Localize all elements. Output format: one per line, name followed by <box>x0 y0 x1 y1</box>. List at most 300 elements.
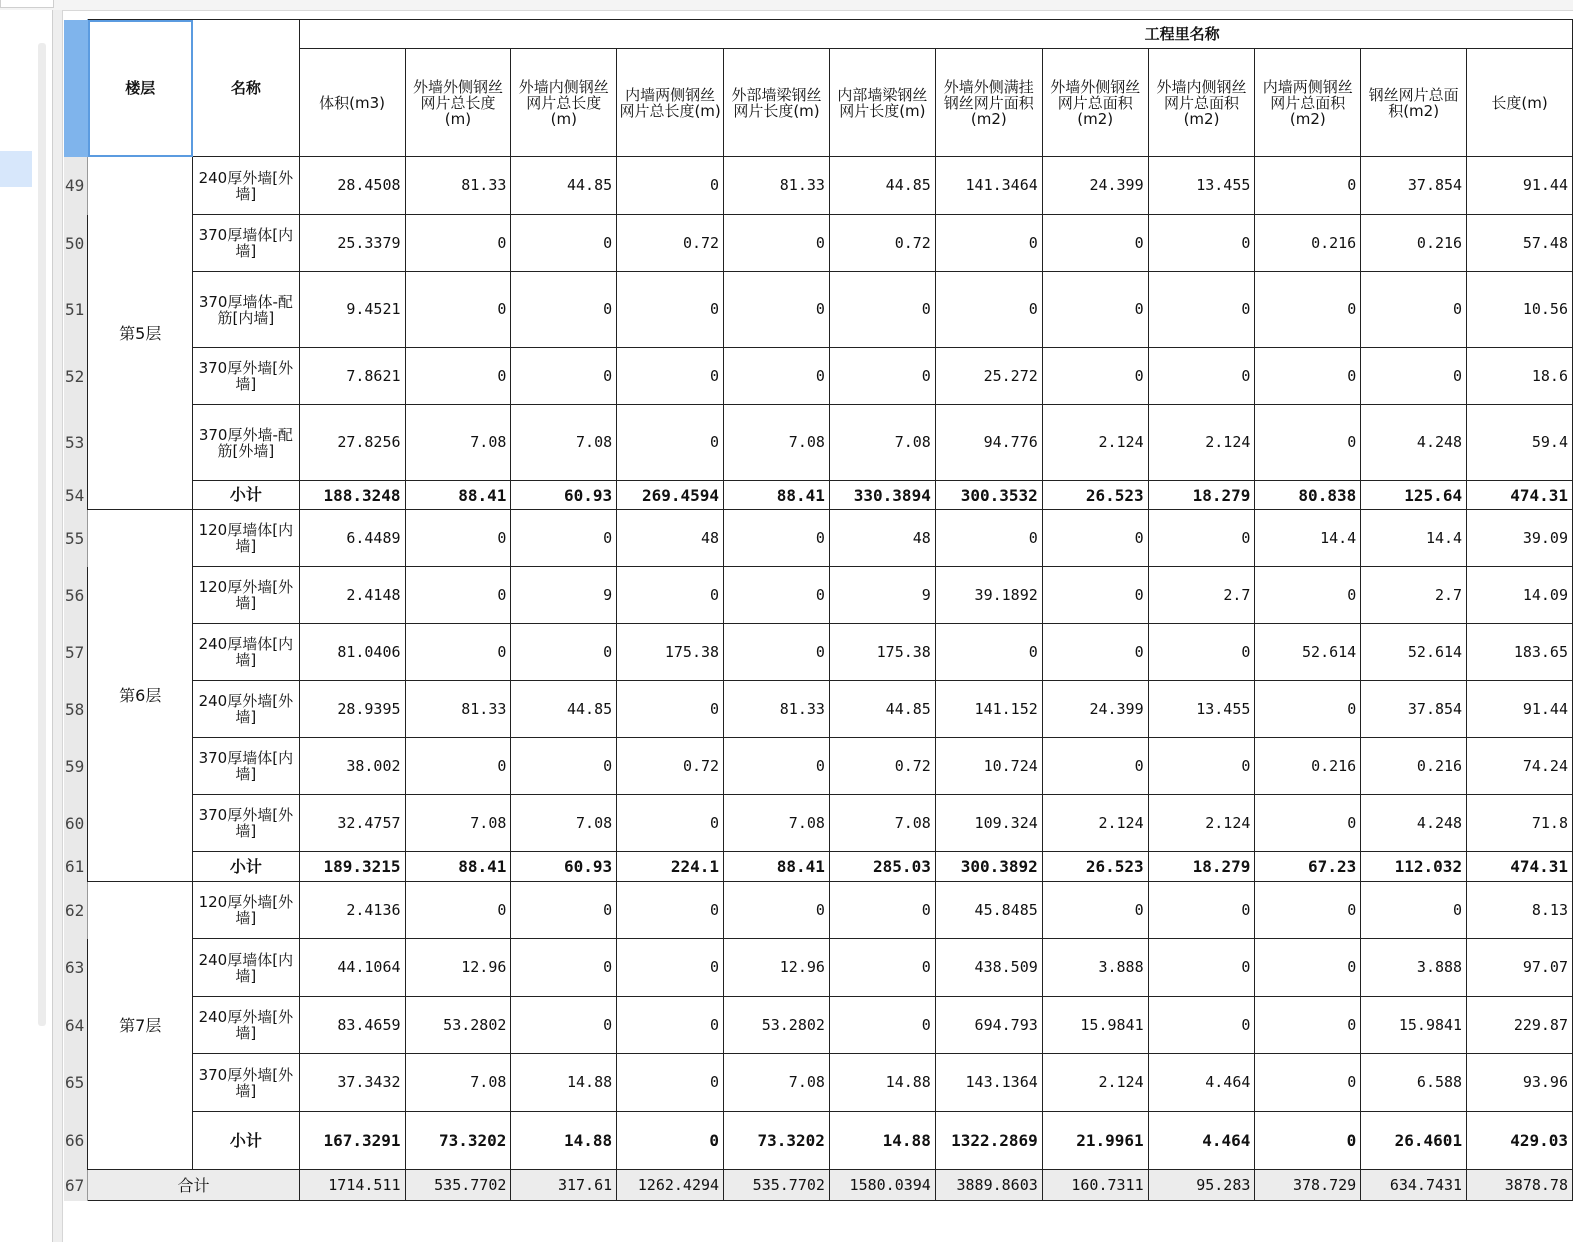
value-cell[interactable]: 0 <box>935 510 1042 567</box>
toolbar-control[interactable] <box>0 0 54 8</box>
value-cell[interactable]: 14.4 <box>1361 510 1467 567</box>
value-cell[interactable]: 0.72 <box>617 215 724 272</box>
value-cell[interactable]: 91.44 <box>1467 157 1573 215</box>
value-cell[interactable]: 0 <box>1361 882 1467 939</box>
value-cell[interactable]: 125.64 <box>1361 481 1467 510</box>
value-cell[interactable]: 143.1364 <box>935 1054 1042 1112</box>
value-cell[interactable]: 7.08 <box>405 1054 511 1112</box>
column-header[interactable]: 外墙内侧钢丝网片总面积(m2) <box>1148 49 1255 157</box>
value-cell[interactable]: 0 <box>1148 348 1255 405</box>
value-cell[interactable]: 300.3892 <box>935 852 1042 882</box>
value-cell[interactable]: 0 <box>1255 681 1361 738</box>
total-value-cell[interactable]: 3889.8603 <box>935 1170 1042 1201</box>
value-cell[interactable]: 81.33 <box>724 681 830 738</box>
table-row[interactable] <box>64 624 1573 681</box>
row-number[interactable]: 59 <box>64 738 88 795</box>
value-cell[interactable]: 141.152 <box>935 681 1042 738</box>
value-cell[interactable]: 7.08 <box>511 795 617 852</box>
value-cell[interactable]: 60.93 <box>511 852 617 882</box>
value-cell[interactable]: 0 <box>1255 1054 1361 1112</box>
value-cell[interactable]: 2.124 <box>1042 1054 1148 1112</box>
value-cell[interactable]: 0.216 <box>1361 215 1467 272</box>
floor-cell[interactable]: 第7层 <box>88 882 193 1170</box>
value-cell[interactable]: 25.3379 <box>299 215 405 272</box>
row-number[interactable]: 51 <box>64 272 88 348</box>
left-panel-scrollbar[interactable] <box>38 43 46 1026</box>
value-cell[interactable]: 26.4601 <box>1361 1112 1467 1170</box>
column-header[interactable]: 长度(m) <box>1467 49 1573 157</box>
value-cell[interactable]: 0 <box>617 1054 724 1112</box>
value-cell[interactable]: 74.24 <box>1467 738 1573 795</box>
subtotal-row[interactable] <box>64 1112 1573 1170</box>
value-cell[interactable]: 330.3894 <box>829 481 935 510</box>
value-cell[interactable]: 37.854 <box>1361 681 1467 738</box>
value-cell[interactable]: 7.08 <box>405 405 511 481</box>
row-number[interactable]: 50 <box>64 215 88 272</box>
value-cell[interactable]: 0 <box>1148 272 1255 348</box>
value-cell[interactable]: 0 <box>511 997 617 1054</box>
total-value-cell[interactable]: 160.7311 <box>1042 1170 1148 1201</box>
value-cell[interactable]: 183.65 <box>1467 624 1573 681</box>
value-cell[interactable]: 0 <box>511 272 617 348</box>
value-cell[interactable]: 0.216 <box>1255 215 1361 272</box>
value-cell[interactable]: 0 <box>1255 997 1361 1054</box>
value-cell[interactable]: 0 <box>1148 215 1255 272</box>
value-cell[interactable]: 0 <box>617 348 724 405</box>
column-header-name[interactable]: 名称 <box>193 20 300 157</box>
value-cell[interactable]: 0 <box>617 157 724 215</box>
value-cell[interactable]: 0 <box>1255 1112 1361 1170</box>
value-cell[interactable]: 21.9961 <box>1042 1112 1148 1170</box>
value-cell[interactable]: 2.124 <box>1042 405 1148 481</box>
value-cell[interactable]: 73.3202 <box>405 1112 511 1170</box>
value-cell[interactable]: 4.464 <box>1148 1112 1255 1170</box>
value-cell[interactable]: 39.09 <box>1467 510 1573 567</box>
value-cell[interactable]: 45.8485 <box>935 882 1042 939</box>
row-number[interactable]: 54 <box>64 481 88 510</box>
value-cell[interactable]: 4.464 <box>1148 1054 1255 1112</box>
value-cell[interactable]: 14.88 <box>511 1112 617 1170</box>
value-cell[interactable]: 14.88 <box>829 1054 935 1112</box>
row-number[interactable]: 60 <box>64 795 88 852</box>
value-cell[interactable]: 83.4659 <box>299 997 405 1054</box>
value-cell[interactable]: 39.1892 <box>935 567 1042 624</box>
value-cell[interactable]: 81.33 <box>724 157 830 215</box>
value-cell[interactable]: 2.124 <box>1042 795 1148 852</box>
value-cell[interactable]: 0 <box>511 939 617 997</box>
value-cell[interactable]: 0 <box>617 567 724 624</box>
value-cell[interactable]: 188.3248 <box>299 481 405 510</box>
name-cell[interactable]: 370厚外墙[外墙] <box>193 1054 300 1112</box>
value-cell[interactable]: 0.72 <box>617 738 724 795</box>
value-cell[interactable]: 0 <box>511 510 617 567</box>
table-row[interactable] <box>64 348 1573 405</box>
row-number[interactable]: 49 <box>64 157 88 215</box>
value-cell[interactable]: 224.1 <box>617 852 724 882</box>
value-cell[interactable]: 71.8 <box>1467 795 1573 852</box>
value-cell[interactable]: 0 <box>617 681 724 738</box>
row-number[interactable]: 67 <box>64 1170 88 1201</box>
value-cell[interactable]: 0 <box>405 882 511 939</box>
value-cell[interactable]: 3.888 <box>1361 939 1467 997</box>
value-cell[interactable]: 0 <box>405 624 511 681</box>
value-cell[interactable]: 0 <box>511 882 617 939</box>
name-cell[interactable]: 小计 <box>193 852 300 882</box>
name-cell[interactable]: 120厚墙体[内墙] <box>193 510 300 567</box>
value-cell[interactable]: 0 <box>405 272 511 348</box>
value-cell[interactable]: 0 <box>617 997 724 1054</box>
table-row[interactable] <box>64 510 1573 567</box>
value-cell[interactable]: 88.41 <box>724 852 830 882</box>
value-cell[interactable]: 0.72 <box>829 215 935 272</box>
value-cell[interactable]: 6.4489 <box>299 510 405 567</box>
value-cell[interactable]: 9 <box>829 567 935 624</box>
value-cell[interactable]: 26.523 <box>1042 852 1148 882</box>
value-cell[interactable]: 10.724 <box>935 738 1042 795</box>
column-header[interactable]: 外墙外侧钢丝网片总长度(m) <box>405 49 511 157</box>
value-cell[interactable]: 0 <box>1042 215 1148 272</box>
value-cell[interactable]: 0 <box>829 939 935 997</box>
value-cell[interactable]: 0 <box>829 272 935 348</box>
column-header-floor[interactable]: 楼层 <box>88 20 193 157</box>
row-number[interactable]: 66 <box>64 1112 88 1170</box>
value-cell[interactable]: 4.248 <box>1361 405 1467 481</box>
column-header[interactable]: 外墙内侧钢丝网片总长度(m) <box>511 49 617 157</box>
value-cell[interactable]: 8.13 <box>1467 882 1573 939</box>
value-cell[interactable]: 0 <box>1255 272 1361 348</box>
name-cell[interactable]: 370厚外墙-配筋[外墙] <box>193 405 300 481</box>
column-header[interactable]: 外墙外侧满挂钢丝网片面积(m2) <box>935 49 1042 157</box>
name-cell[interactable]: 370厚外墙[外墙] <box>193 348 300 405</box>
value-cell[interactable]: 0 <box>1255 157 1361 215</box>
value-cell[interactable]: 7.08 <box>829 795 935 852</box>
value-cell[interactable]: 0 <box>617 795 724 852</box>
value-cell[interactable]: 285.03 <box>829 852 935 882</box>
total-value-cell[interactable]: 3878.78 <box>1467 1170 1573 1201</box>
value-cell[interactable]: 32.4757 <box>299 795 405 852</box>
value-cell[interactable]: 0 <box>829 882 935 939</box>
value-cell[interactable]: 0 <box>1148 738 1255 795</box>
column-header[interactable]: 体积(m3) <box>299 49 405 157</box>
value-cell[interactable]: 0.216 <box>1255 738 1361 795</box>
value-cell[interactable]: 93.96 <box>1467 1054 1573 1112</box>
table-row[interactable] <box>64 738 1573 795</box>
value-cell[interactable]: 0 <box>724 567 830 624</box>
value-cell[interactable]: 694.793 <box>935 997 1042 1054</box>
value-cell[interactable]: 0 <box>511 738 617 795</box>
value-cell[interactable]: 10.56 <box>1467 272 1573 348</box>
value-cell[interactable]: 229.87 <box>1467 997 1573 1054</box>
value-cell[interactable]: 7.8621 <box>299 348 405 405</box>
value-cell[interactable]: 15.9841 <box>1042 997 1148 1054</box>
value-cell[interactable]: 175.38 <box>617 624 724 681</box>
name-cell[interactable]: 370厚墙体[内墙] <box>193 215 300 272</box>
value-cell[interactable]: 2.4148 <box>299 567 405 624</box>
value-cell[interactable]: 0 <box>1042 272 1148 348</box>
value-cell[interactable]: 0 <box>829 348 935 405</box>
value-cell[interactable]: 0 <box>1148 997 1255 1054</box>
value-cell[interactable]: 0 <box>1361 348 1467 405</box>
value-cell[interactable]: 109.324 <box>935 795 1042 852</box>
name-cell[interactable]: 370厚外墙[外墙] <box>193 795 300 852</box>
left-panel-selected-item[interactable] <box>0 151 32 187</box>
value-cell[interactable]: 81.0406 <box>299 624 405 681</box>
value-cell[interactable]: 0 <box>1148 939 1255 997</box>
value-cell[interactable]: 429.03 <box>1467 1112 1573 1170</box>
value-cell[interactable]: 0 <box>405 215 511 272</box>
name-cell[interactable]: 120厚外墙[外墙] <box>193 882 300 939</box>
value-cell[interactable]: 14.88 <box>511 1054 617 1112</box>
value-cell[interactable]: 44.85 <box>511 681 617 738</box>
value-cell[interactable]: 73.3202 <box>724 1112 830 1170</box>
value-cell[interactable]: 0 <box>511 348 617 405</box>
value-cell[interactable]: 13.455 <box>1148 681 1255 738</box>
value-cell[interactable]: 88.41 <box>405 481 511 510</box>
value-cell[interactable]: 6.588 <box>1361 1054 1467 1112</box>
name-cell[interactable]: 240厚墙体[内墙] <box>193 624 300 681</box>
value-cell[interactable]: 0 <box>724 510 830 567</box>
name-cell[interactable]: 370厚墙体[内墙] <box>193 738 300 795</box>
table-row[interactable] <box>64 157 1573 215</box>
value-cell[interactable]: 14.09 <box>1467 567 1573 624</box>
value-cell[interactable]: 57.48 <box>1467 215 1573 272</box>
value-cell[interactable]: 44.1064 <box>299 939 405 997</box>
value-cell[interactable]: 0 <box>617 1112 724 1170</box>
value-cell[interactable]: 0 <box>1255 567 1361 624</box>
table-row[interactable] <box>64 997 1573 1054</box>
row-number[interactable]: 58 <box>64 681 88 738</box>
value-cell[interactable]: 28.9395 <box>299 681 405 738</box>
value-cell[interactable]: 0.72 <box>829 738 935 795</box>
value-cell[interactable]: 44.85 <box>511 157 617 215</box>
value-cell[interactable]: 80.838 <box>1255 481 1361 510</box>
value-cell[interactable]: 38.002 <box>299 738 405 795</box>
value-cell[interactable]: 52.614 <box>1361 624 1467 681</box>
value-cell[interactable]: 112.032 <box>1361 852 1467 882</box>
value-cell[interactable]: 0 <box>617 405 724 481</box>
value-cell[interactable]: 91.44 <box>1467 681 1573 738</box>
column-header[interactable]: 内墙两侧钢丝网片总面积(m2) <box>1255 49 1361 157</box>
value-cell[interactable]: 0 <box>405 510 511 567</box>
value-cell[interactable]: 0 <box>617 272 724 348</box>
column-header[interactable]: 内墙两侧钢丝网片总长度(m) <box>617 49 724 157</box>
value-cell[interactable]: 14.4 <box>1255 510 1361 567</box>
value-cell[interactable]: 7.08 <box>405 795 511 852</box>
value-cell[interactable]: 0 <box>724 272 830 348</box>
value-cell[interactable]: 52.614 <box>1255 624 1361 681</box>
value-cell[interactable]: 27.8256 <box>299 405 405 481</box>
table-row[interactable] <box>64 795 1573 852</box>
value-cell[interactable]: 88.41 <box>724 481 830 510</box>
value-cell[interactable]: 0 <box>1042 510 1148 567</box>
value-cell[interactable]: 4.248 <box>1361 795 1467 852</box>
value-cell[interactable]: 0 <box>1255 795 1361 852</box>
value-cell[interactable]: 15.9841 <box>1361 997 1467 1054</box>
row-number[interactable]: 52 <box>64 348 88 405</box>
name-cell[interactable]: 240厚外墙[外墙] <box>193 157 300 215</box>
total-value-cell[interactable]: 535.7702 <box>405 1170 511 1201</box>
value-cell[interactable]: 0 <box>724 738 830 795</box>
value-cell[interactable]: 7.08 <box>724 405 830 481</box>
floor-cell[interactable]: 第5层 <box>88 157 193 510</box>
value-cell[interactable]: 0 <box>724 882 830 939</box>
value-cell[interactable]: 0 <box>724 624 830 681</box>
value-cell[interactable]: 59.4 <box>1467 405 1573 481</box>
name-cell[interactable]: 240厚墙体[内墙] <box>193 939 300 997</box>
row-number[interactable]: 62 <box>64 882 88 939</box>
name-cell[interactable]: 小计 <box>193 1112 300 1170</box>
name-cell[interactable]: 小计 <box>193 481 300 510</box>
value-cell[interactable]: 175.38 <box>829 624 935 681</box>
value-cell[interactable]: 37.854 <box>1361 157 1467 215</box>
value-cell[interactable]: 48 <box>829 510 935 567</box>
value-cell[interactable]: 7.08 <box>829 405 935 481</box>
value-cell[interactable]: 0 <box>617 939 724 997</box>
value-cell[interactable]: 0 <box>405 567 511 624</box>
value-cell[interactable]: 2.7 <box>1361 567 1467 624</box>
panel-splitter[interactable] <box>52 10 63 1242</box>
table-row[interactable] <box>64 272 1573 348</box>
value-cell[interactable]: 25.272 <box>935 348 1042 405</box>
value-cell[interactable]: 0 <box>829 997 935 1054</box>
total-label[interactable]: 合计 <box>88 1170 299 1201</box>
total-row[interactable] <box>64 1170 1573 1201</box>
value-cell[interactable]: 0 <box>1361 272 1467 348</box>
value-cell[interactable]: 167.3291 <box>299 1112 405 1170</box>
value-cell[interactable]: 18.6 <box>1467 348 1573 405</box>
value-cell[interactable]: 0 <box>935 272 1042 348</box>
column-header[interactable]: 外墙外侧钢丝网片总面积(m2) <box>1042 49 1148 157</box>
value-cell[interactable]: 9.4521 <box>299 272 405 348</box>
value-cell[interactable]: 0 <box>1042 738 1148 795</box>
value-cell[interactable]: 474.31 <box>1467 852 1573 882</box>
column-header[interactable]: 外部墙梁钢丝网片长度(m) <box>724 49 830 157</box>
value-cell[interactable]: 141.3464 <box>935 157 1042 215</box>
value-cell[interactable]: 189.3215 <box>299 852 405 882</box>
table-row[interactable] <box>64 405 1573 481</box>
value-cell[interactable]: 97.07 <box>1467 939 1573 997</box>
value-cell[interactable]: 0 <box>1042 882 1148 939</box>
total-value-cell[interactable]: 1262.4294 <box>617 1170 724 1201</box>
value-cell[interactable]: 0 <box>935 215 1042 272</box>
value-cell[interactable]: 0 <box>405 348 511 405</box>
value-cell[interactable]: 0 <box>1148 624 1255 681</box>
row-number[interactable]: 53 <box>64 405 88 481</box>
value-cell[interactable]: 0.216 <box>1361 738 1467 795</box>
value-cell[interactable]: 37.3432 <box>299 1054 405 1112</box>
value-cell[interactable]: 300.3532 <box>935 481 1042 510</box>
value-cell[interactable]: 2.4136 <box>299 882 405 939</box>
value-cell[interactable]: 269.4594 <box>617 481 724 510</box>
value-cell[interactable]: 0 <box>935 624 1042 681</box>
value-cell[interactable]: 60.93 <box>511 481 617 510</box>
table-row[interactable] <box>64 882 1573 939</box>
name-cell[interactable]: 240厚外墙[外墙] <box>193 681 300 738</box>
total-value-cell[interactable]: 378.729 <box>1255 1170 1361 1201</box>
value-cell[interactable]: 474.31 <box>1467 481 1573 510</box>
value-cell[interactable]: 26.523 <box>1042 481 1148 510</box>
row-number[interactable]: 64 <box>64 997 88 1054</box>
value-cell[interactable]: 0 <box>724 348 830 405</box>
value-cell[interactable]: 0 <box>724 215 830 272</box>
value-cell[interactable]: 94.776 <box>935 405 1042 481</box>
value-cell[interactable]: 13.455 <box>1148 157 1255 215</box>
value-cell[interactable]: 3.888 <box>1042 939 1148 997</box>
value-cell[interactable]: 88.41 <box>405 852 511 882</box>
total-value-cell[interactable]: 1580.0394 <box>829 1170 935 1201</box>
value-cell[interactable]: 0 <box>1042 567 1148 624</box>
value-cell[interactable]: 0 <box>1148 510 1255 567</box>
total-value-cell[interactable]: 95.283 <box>1148 1170 1255 1201</box>
column-header[interactable]: 内部墙梁钢丝网片长度(m) <box>829 49 935 157</box>
value-cell[interactable]: 44.85 <box>829 157 935 215</box>
name-cell[interactable]: 120厚外墙[外墙] <box>193 567 300 624</box>
value-cell[interactable]: 1322.2869 <box>935 1112 1042 1170</box>
value-cell[interactable]: 2.7 <box>1148 567 1255 624</box>
row-number[interactable]: 61 <box>64 852 88 882</box>
value-cell[interactable]: 0 <box>617 882 724 939</box>
value-cell[interactable]: 12.96 <box>724 939 830 997</box>
value-cell[interactable]: 0 <box>1042 348 1148 405</box>
value-cell[interactable]: 28.4508 <box>299 157 405 215</box>
value-cell[interactable]: 53.2802 <box>405 997 511 1054</box>
subtotal-row[interactable] <box>64 852 1573 882</box>
value-cell[interactable]: 2.124 <box>1148 405 1255 481</box>
value-cell[interactable]: 0 <box>1255 939 1361 997</box>
value-cell[interactable]: 0 <box>511 624 617 681</box>
table-row[interactable] <box>64 681 1573 738</box>
subtotal-row[interactable] <box>64 481 1573 510</box>
total-value-cell[interactable]: 535.7702 <box>724 1170 830 1201</box>
value-cell[interactable]: 12.96 <box>405 939 511 997</box>
name-cell[interactable]: 240厚外墙[外墙] <box>193 997 300 1054</box>
value-cell[interactable]: 81.33 <box>405 681 511 738</box>
value-cell[interactable]: 81.33 <box>405 157 511 215</box>
table-row[interactable] <box>64 939 1573 997</box>
total-value-cell[interactable]: 1714.511 <box>299 1170 405 1201</box>
value-cell[interactable]: 438.509 <box>935 939 1042 997</box>
name-cell[interactable]: 370厚墙体-配筋[内墙] <box>193 272 300 348</box>
row-number[interactable]: 57 <box>64 624 88 681</box>
value-cell[interactable]: 9 <box>511 567 617 624</box>
value-cell[interactable]: 0 <box>1255 348 1361 405</box>
total-value-cell[interactable]: 634.7431 <box>1361 1170 1467 1201</box>
row-number[interactable]: 63 <box>64 939 88 997</box>
value-cell[interactable]: 24.399 <box>1042 157 1148 215</box>
row-number[interactable]: 56 <box>64 567 88 624</box>
value-cell[interactable]: 14.88 <box>829 1112 935 1170</box>
table-row[interactable] <box>64 215 1573 272</box>
row-number[interactable]: 55 <box>64 510 88 567</box>
value-cell[interactable]: 53.2802 <box>724 997 830 1054</box>
column-header[interactable]: 钢丝网片总面积(m2) <box>1361 49 1467 157</box>
value-cell[interactable]: 0 <box>1255 405 1361 481</box>
value-cell[interactable]: 18.279 <box>1148 481 1255 510</box>
table-row[interactable] <box>64 1054 1573 1112</box>
value-cell[interactable]: 0 <box>1042 624 1148 681</box>
value-cell[interactable]: 18.279 <box>1148 852 1255 882</box>
value-cell[interactable]: 2.124 <box>1148 795 1255 852</box>
value-cell[interactable]: 44.85 <box>829 681 935 738</box>
row-number[interactable]: 65 <box>64 1054 88 1112</box>
value-cell[interactable]: 0 <box>1255 882 1361 939</box>
value-cell[interactable]: 0 <box>511 215 617 272</box>
value-cell[interactable]: 7.08 <box>724 1054 830 1112</box>
total-value-cell[interactable]: 317.61 <box>511 1170 617 1201</box>
value-cell[interactable]: 0 <box>405 738 511 795</box>
value-cell[interactable]: 7.08 <box>724 795 830 852</box>
floor-cell[interactable]: 第6层 <box>88 510 193 882</box>
